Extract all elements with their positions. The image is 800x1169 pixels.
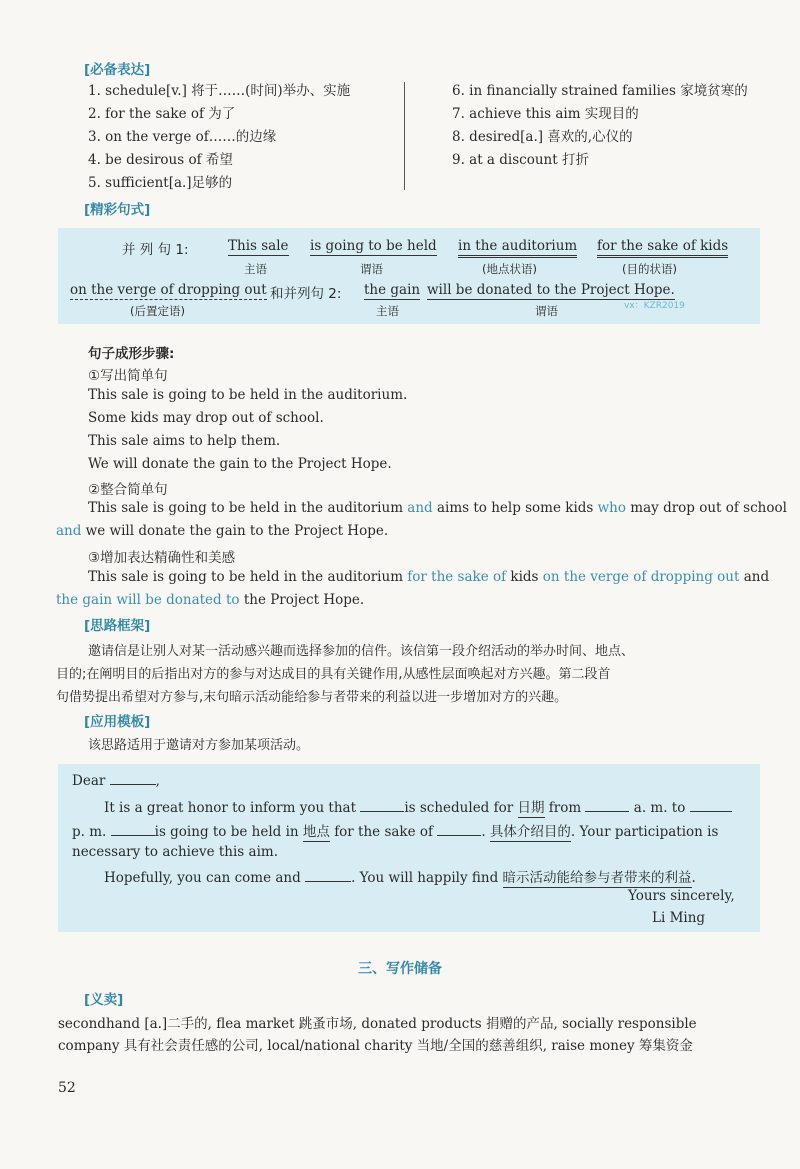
role-predicate-2: 谓语 [535,304,558,318]
essential-header: [必备表达] [84,62,151,78]
phrase-purpose-adverbial: for the sake of kids [597,238,728,258]
letter-line4: Hopefully, you can come and . You will happily find 暗示活动能给参与者带来的利益. [104,870,696,886]
text: You will happily find [359,870,499,886]
blank-recipient [110,772,156,785]
highlight: and [56,523,82,539]
phrase-place-adverbial: in the auditorium [458,238,577,258]
vocab-line1: secondhand [a.]二手的, flea market 跳蚤市场, donated products 捐赠的产品, socially responsible [58,1016,697,1032]
framework-line: 邀请信是让别人对某一活动感兴趣而选择参加的信件。该信第一段介绍活动的举办时间、地点、 [88,644,635,659]
letter-closing: Yours sincerely, [628,888,735,904]
blank-action [305,869,351,882]
role-purpose-adverbial: (目的状语) [622,262,677,276]
highlight: for the sake of [407,569,507,585]
text: for the sake of [334,824,434,840]
essential-left-list [88,80,350,195]
step3-heading: ③增加表达精确性和美感 [88,550,236,566]
essential-right-list [452,80,748,172]
list-item: 2. for the sake of 为了 [88,106,236,122]
dear-text: Dear [72,773,106,789]
highlight: and [407,500,433,516]
phrase-post-attributive: on the verge of dropping out [70,282,267,298]
step1-heading: ①写出简单句 [88,368,168,384]
letter-line3: necessary to achieve this aim. [72,844,278,860]
text: aims to help some kids [432,500,598,516]
highlight: who [597,500,627,516]
framework-line: 目的;在阐明目的后指出对方的参与对达成目的具有关键作用,从感性层面唤起对方兴趣。第二段首 [56,667,611,682]
text: kids [506,569,543,585]
letter-line1 [104,796,732,816]
step2-line2 [56,523,388,539]
letter-signature: Li Ming [652,910,706,926]
step1-sentences [88,384,407,476]
text: p. m. [72,824,107,840]
list-item: 6. in financially strained families 家境贫寒的 [452,83,748,99]
text: a. m. to [633,800,686,816]
role-place-adverbial: (地点状语) [482,262,537,276]
letter-greeting: Dear , [72,773,160,789]
page-number: 52 [58,1080,76,1096]
benefit-placeholder: 暗示活动能给参与者带来的利益 [502,870,692,886]
text: This sale is going to be held in the auditorium [88,500,408,516]
purpose-placeholder: 具体介绍目的 [489,824,571,840]
step2-heading: ②整合简单句 [88,482,168,498]
blank-end-time [690,799,732,812]
text: This sale is going to be held in the auditorium [88,569,408,585]
text: Hopefully, you can come and [104,870,301,886]
letter-line2: p. m. is going to be held in 地点 for the sake of . 具体介绍目的. Your participation is [72,824,719,840]
blank-purpose [437,823,481,836]
blank-event [360,799,404,812]
text: from [548,800,582,816]
watermark: vx：KZR2019 [624,301,685,311]
phrase-subject-2: the gain [364,282,421,298]
date-placeholder: 日期 [517,800,545,816]
section3-title: 三、写作储备 [358,961,442,977]
step3-line1 [88,569,769,585]
place-placeholder: 地点 [302,824,330,840]
highlight: the gain will be donated to [56,592,240,608]
simple-sentence: We will donate the gain to the Project Hope. [88,456,392,472]
simple-sentence: This sale aims to help them. [88,433,281,449]
list-item: 3. on the verge of……的边缘 [88,129,277,145]
step3-line2 [56,592,364,608]
text: It is a great honor to inform you that [104,800,357,816]
sentence-header: [精彩句式] [84,202,151,218]
role-subject-1: 主语 [244,262,267,276]
charity-sale-header: [义卖] [84,992,124,1008]
list-item: 5. sufficient[a.]足够的 [88,175,233,191]
steps-title: 句子成形步骤: [88,346,175,362]
list-item: 8. desired[a.] 喜欢的,心仪的 [452,129,633,145]
role-subject-2: 主语 [376,304,399,318]
role-predicate-1: 谓语 [360,262,383,276]
text: we will donate the gain to the Project Hope. [81,523,389,539]
phrase-predicate-1: is going to be held [310,238,437,254]
list-item: 4. be desirous of 希望 [88,152,233,168]
role-post-attributive: (后置定语) [130,304,185,318]
text: the Project Hope. [239,592,365,608]
blank-activity [111,823,155,836]
text: is going to be held in [154,824,299,840]
list-item: 7. achieve this aim 实现目的 [452,106,639,122]
clause2-label: 和并列句 2: [270,286,342,302]
text: is scheduled for [404,800,514,816]
simple-sentence: This sale is going to be held in the auditorium. [88,387,408,403]
step2-line1 [88,500,787,516]
text: Your participation is [579,824,719,840]
vocab-line2: company 具有社会责任感的公司, local/national charity 当地/全国的慈善组织, raise money 筹集资金 [58,1038,693,1054]
list-item: 9. at a discount 打折 [452,152,589,168]
framework-line: 句借势提出希望对方参与,末句暗示活动能给参与者带来的利益以进一步增加对方的兴趣。 [56,690,568,705]
list-item: 1. schedule[v.] 将于……(时间)举办、实施 [88,83,351,99]
framework-paragraph [56,640,760,709]
template-intro: 该思路适用于邀请对方参加某项活动。 [88,738,310,753]
clause1-label: 并 列 句 1: [122,242,189,258]
highlight: on the verge of dropping out [542,569,740,585]
column-divider [404,82,405,190]
text: may drop out of school [626,500,787,516]
simple-sentence: Some kids may drop out of school. [88,410,324,426]
template-header: [应用模板] [84,714,151,730]
phrase-predicate-2: will be donated to the Project Hope. [427,282,675,298]
phrase-subject-1: This sale [228,238,289,254]
framework-header: [思路框架] [84,618,151,634]
text: and [739,569,770,585]
blank-start-time [585,799,629,812]
